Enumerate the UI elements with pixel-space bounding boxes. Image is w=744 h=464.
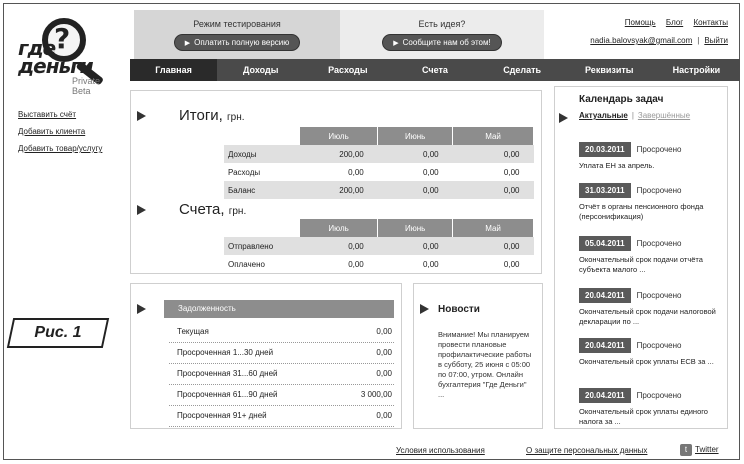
- task-item[interactable]: [579, 385, 719, 427]
- task-date: 31.03.2011: [579, 183, 631, 198]
- task-status: Просрочено: [636, 145, 682, 154]
- task-description: Отчёт в органы пенсионного фонда (персонификация): [579, 202, 704, 221]
- task-date: 20.04.2011: [579, 338, 631, 353]
- user-email-link[interactable]: nadia.balovsyak@gmail.com: [590, 36, 693, 45]
- list-item: Просроченная 61...90 дней 3 000,00: [169, 385, 394, 406]
- logout-link[interactable]: Выйти: [704, 36, 728, 45]
- task-status: Просрочено: [636, 186, 682, 195]
- debt-panel: [130, 283, 402, 429]
- test-mode-title: Режим тестирования: [193, 19, 281, 29]
- debt-title: Задолженность: [164, 300, 394, 318]
- question-mark-icon: ?: [54, 22, 71, 55]
- task-date: 20.04.2011: [579, 288, 631, 303]
- logo-word-2: деньги: [18, 54, 93, 78]
- task-item[interactable]: [579, 139, 719, 171]
- task-date: 20.03.2011: [579, 142, 631, 157]
- section-arrow-icon: [420, 304, 429, 314]
- accounts-title: Счета, грн.: [179, 201, 247, 218]
- column-header: Май: [453, 219, 534, 237]
- section-arrow-icon: [137, 111, 146, 121]
- task-status: Просрочено: [636, 391, 682, 400]
- column-header: Июнь: [378, 127, 453, 145]
- news-text[interactable]: Внимание! Мы планируем провести плановые профилактические работы в субботу, 25 июня с 05:00 по 07:00, утром. Онлайн бухгалтерия "Где Деньги" ...: [438, 330, 532, 399]
- play-icon: ▶: [393, 40, 399, 47]
- task-description: Уплата ЕН за апрель.: [579, 161, 655, 170]
- quick-actions: [18, 110, 102, 161]
- contacts-link[interactable]: Контакты: [693, 18, 728, 27]
- table-row: Доходы 200,00 0,00 0,00: [224, 145, 534, 163]
- nav-income[interactable]: Доходы: [243, 65, 279, 75]
- nav-settings[interactable]: Настройки: [672, 65, 721, 75]
- privacy-link[interactable]: О защите персональных данных: [526, 446, 648, 455]
- accounts-table: [224, 219, 534, 273]
- main-nav: [130, 59, 740, 81]
- twitter-icon: t: [680, 444, 692, 456]
- blog-link[interactable]: Блог: [665, 18, 684, 27]
- column-header: Июль: [300, 219, 378, 237]
- debt-list: [169, 322, 394, 427]
- logo[interactable]: [18, 16, 118, 96]
- totals-title: Итоги, грн.: [179, 107, 245, 124]
- nav-home[interactable]: Главная: [130, 59, 217, 81]
- table-row: Отправлено 0,00 0,00 0,00: [224, 237, 534, 255]
- tab-current[interactable]: Актуальные: [579, 111, 628, 120]
- terms-link[interactable]: Условия использования: [396, 446, 485, 455]
- task-item[interactable]: [579, 180, 719, 222]
- nav-details[interactable]: Реквизиты: [585, 65, 634, 75]
- idea-title: Есть идея?: [418, 19, 466, 29]
- news-title: Новости: [438, 304, 480, 315]
- play-icon: ▶: [184, 40, 191, 47]
- summary-panel: [130, 90, 542, 274]
- task-item[interactable]: [579, 233, 719, 275]
- help-link[interactable]: Помощь: [624, 18, 656, 27]
- twitter-link[interactable]: t Twitter: [680, 444, 719, 456]
- section-arrow-icon: [137, 304, 146, 314]
- top-links: Помощь Блог Контакты nadia.balovsyak@gmail.com | Выйти: [590, 18, 728, 45]
- create-invoice-link[interactable]: Выставить счёт: [18, 110, 77, 119]
- calendar-tabs: Актуальные | Завершённые: [579, 111, 691, 120]
- tell-us-button[interactable]: ▶ Сообщите нам об этом!: [382, 34, 501, 51]
- figure-label: Рис. 1: [7, 318, 109, 348]
- list-item: Просроченная 1...30 дней 0,00: [169, 343, 394, 364]
- pay-full-version-button[interactable]: ▶ Оплатить полную версию: [174, 34, 301, 51]
- task-date: 05.04.2011: [579, 236, 631, 251]
- calendar-title: Календарь задач: [579, 94, 664, 105]
- task-calendar-panel: [554, 86, 728, 429]
- nav-todo[interactable]: Сделать: [503, 65, 542, 75]
- logo-word-1: где: [18, 36, 56, 60]
- column-header: Июль: [300, 127, 378, 145]
- task-status: Просрочено: [636, 341, 682, 350]
- nav-expenses[interactable]: Расходы: [328, 65, 368, 75]
- task-status: Просрочено: [636, 291, 682, 300]
- beta-label: Private Beta: [72, 76, 101, 96]
- section-arrow-icon: [559, 113, 568, 123]
- task-status: Просрочено: [636, 239, 682, 248]
- idea-banner: [340, 10, 544, 60]
- task-item[interactable]: [579, 335, 719, 367]
- task-description: Окончательный срок подачи отчёта субъекта малого ...: [579, 255, 703, 274]
- add-client-link[interactable]: Добавить клиента: [18, 127, 86, 136]
- task-description: Окончательный срок уплаты единого налога за ...: [579, 407, 708, 426]
- list-item: Просроченная 31...60 дней 0,00: [169, 364, 394, 385]
- nav-invoices[interactable]: Счета: [422, 65, 448, 75]
- list-item: Просроченная 91+ дней 0,00: [169, 406, 394, 427]
- add-product-link[interactable]: Добавить товар/услугу: [18, 144, 103, 153]
- table-row: Расходы 0,00 0,00 0,00: [228, 167, 520, 177]
- section-arrow-icon: [137, 205, 146, 215]
- list-item: Текущая 0,00: [169, 322, 394, 343]
- table-row: Оплачено 0,00 0,00 0,00: [228, 259, 520, 269]
- tab-completed[interactable]: Завершённые: [637, 111, 691, 120]
- column-header: Май: [453, 127, 534, 145]
- column-header: Июнь: [378, 219, 453, 237]
- task-item[interactable]: [579, 285, 719, 327]
- table-row: Баланс 200,00 0,00 0,00: [224, 181, 534, 199]
- test-mode-banner: [134, 10, 340, 60]
- task-description: Окончательный срок подачи налоговой декларации по ...: [579, 307, 716, 326]
- task-description: Окончательный срок уплаты ЕСВ за ...: [579, 357, 714, 366]
- task-date: 20.04.2011: [579, 388, 631, 403]
- totals-table: [224, 127, 534, 199]
- news-panel: [413, 283, 543, 429]
